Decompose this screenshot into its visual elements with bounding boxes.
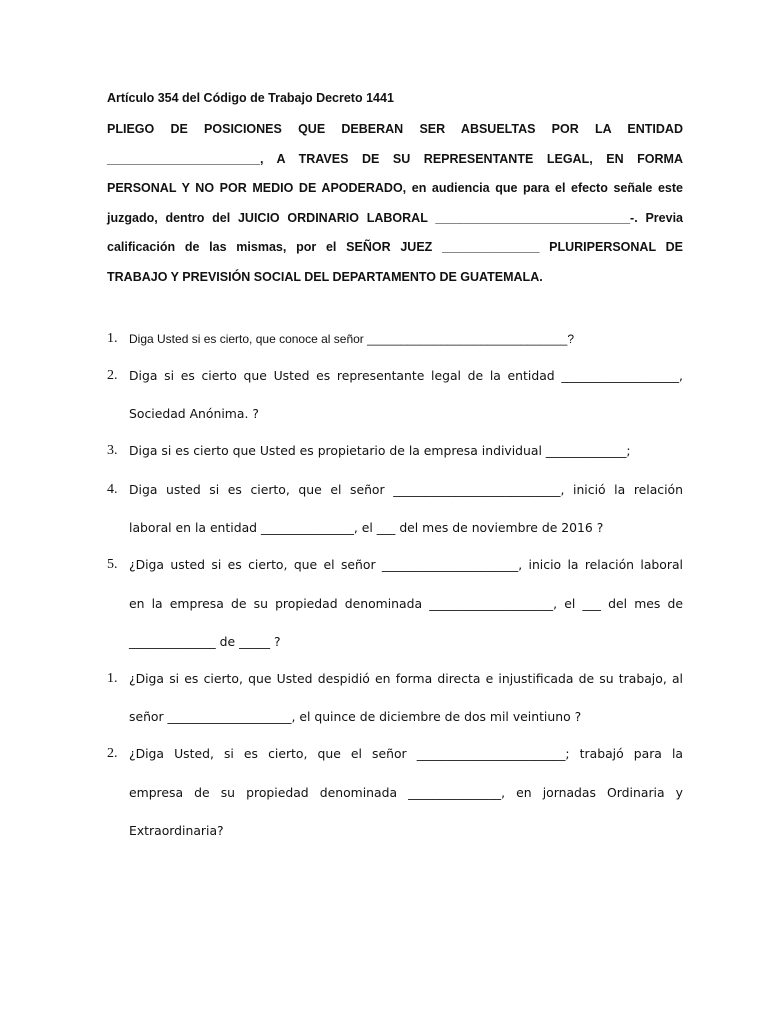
question-text: Diga si es cierto que Usted es representante legal de la entidad ___________________, [129, 368, 683, 383]
question-text: ¿Diga Usted, si es cierto, que el señor ________________________; trabajó para la [129, 746, 683, 761]
intro-line: PERSONAL Y NO POR MEDIO DE APODERADO, en audiencia que para el efecto señale este [107, 181, 683, 196]
question-number: 3. [107, 443, 118, 458]
question-text: Diga Usted si es cierto, que conoce al señor ______________________________? [129, 332, 575, 346]
intro-line: juzgado, dentro del JUICIO ORDINARIO LABORAL ____________________________-. Previa [107, 210, 683, 225]
intro-line: TRABAJO Y PREVISIÓN SOCIAL DEL DEPARTAMENTO DE GUATEMALA. [107, 269, 543, 284]
question-text: empresa de su propiedad denominada _______________, en jornadas Ordinaria y [129, 785, 683, 800]
question-number: 5. [107, 557, 118, 572]
document-heading: Artículo 354 del Código de Trabajo Decreto 1441 [107, 91, 394, 105]
intro-line: ______________________, A TRAVES DE SU REPRESENTANTE LEGAL, EN FORMA [107, 151, 683, 166]
question-number: 4. [107, 482, 118, 497]
question-text: ¿Diga si es cierto, que Usted despidió en forma directa e injustificada de su trabajo, al [129, 671, 683, 686]
question-text: señor ____________________, el quince de diciembre de dos mil veintiuno ? [129, 709, 582, 724]
intro-line: PLIEGO DE POSICIONES QUE DEBERAN SER ABSUELTAS POR LA ENTIDAD [107, 122, 683, 136]
question-number: 1. [107, 671, 118, 686]
question-text: laboral en la entidad _______________, el ___ del mes de noviembre de 2016 ? [129, 520, 604, 535]
question-text: Sociedad Anónima. ? [129, 406, 259, 421]
intro-paragraph [107, 120, 683, 298]
question-text: ¿Diga usted si es cierto, que el señor ______________________, inicio la relación laboral [129, 557, 683, 572]
intro-line: calificación de las mismas, por el SEÑOR JUEZ ______________ PLURIPERSONAL DE [107, 240, 683, 255]
question-number: 2. [107, 368, 118, 383]
question-text: Extraordinaria? [129, 823, 224, 838]
question-text: en la empresa de su propiedad denominada ____________________, el ___ del mes de [129, 596, 683, 611]
question-text: Diga si es cierto que Usted es propietario de la empresa individual _____________; [129, 443, 631, 458]
question-text: ______________ de _____ ? [129, 634, 281, 649]
question-number: 2. [107, 746, 118, 761]
question-text: Diga usted si es cierto, que el señor ___________________________, inició la relación [129, 482, 683, 497]
question-number: 1. [107, 331, 118, 346]
